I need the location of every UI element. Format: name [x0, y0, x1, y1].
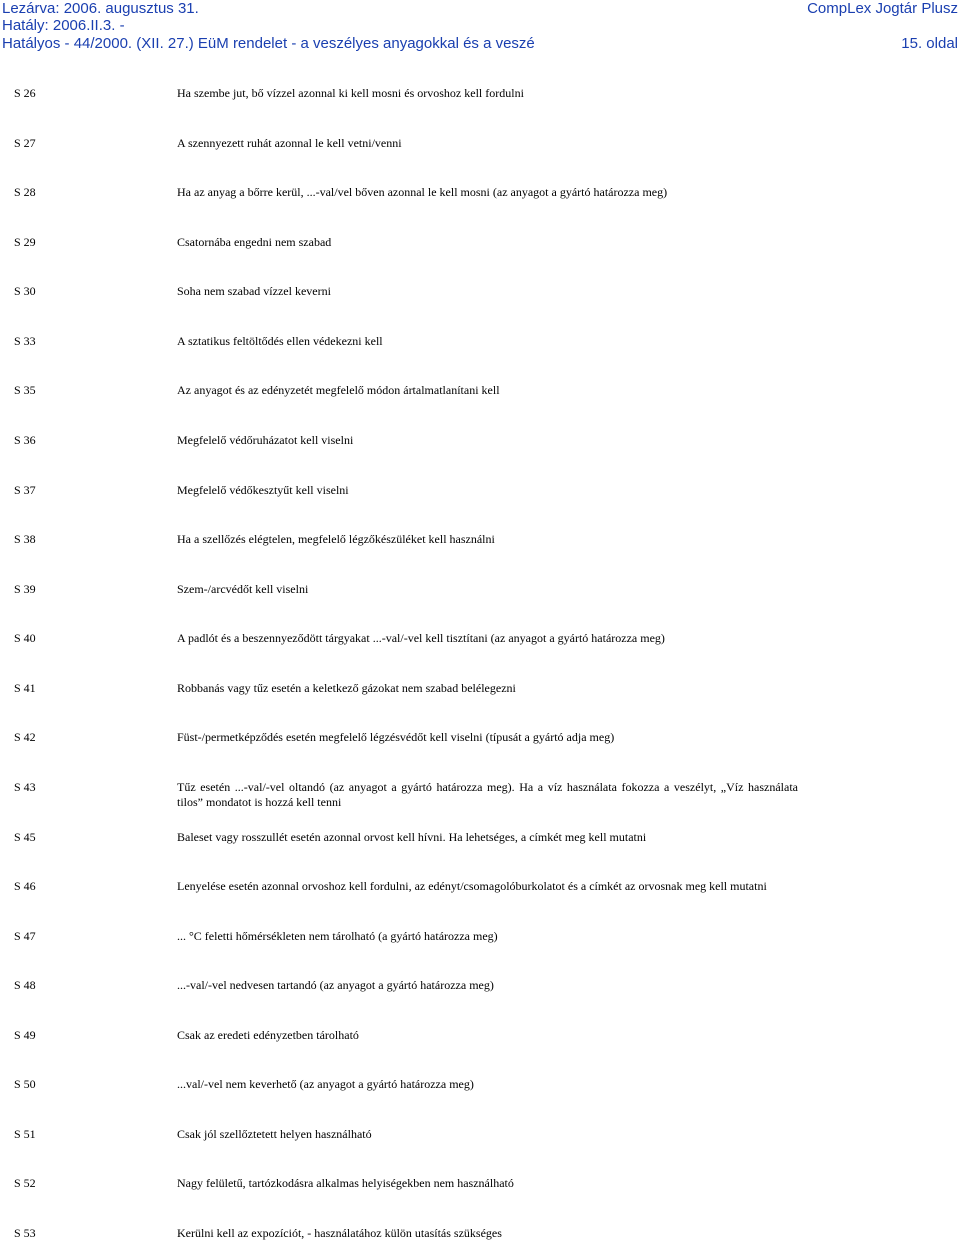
phrase-code: S 52 [14, 1176, 36, 1190]
phrase-text: Baleset vagy rosszullét esetén azonnal orvost kell hívni. Ha lehetséges, a címkét meg kell mutatni [177, 830, 647, 844]
phrase-text: Ha az anyag a bőrre kerül, ...-val/vel bőven azonnal le kell mosni (az anyagot a gyártó határozza meg) [177, 185, 668, 199]
phrase-text: Csak az eredeti edényzetben tárolható [177, 1028, 359, 1042]
phrase-code: S 36 [14, 433, 36, 447]
phrase-code: S 48 [14, 978, 36, 992]
phrase-code: S 47 [14, 929, 36, 943]
phrase-code: S 42 [14, 730, 36, 744]
phrase-code: S 40 [14, 631, 36, 645]
phrase-code: S 49 [14, 1028, 36, 1042]
phrase-text: Csak jól szellőztetett helyen használható [177, 1127, 372, 1141]
phrase-code: S 26 [14, 86, 36, 100]
phrase-code: S 51 [14, 1127, 36, 1141]
phrase-code: S 30 [14, 284, 36, 298]
phrase-text: Kerülni kell az expozíciót, - használatához külön utasítás szükséges [177, 1226, 502, 1240]
phrase-text: Tűz esetén ...-val/-vel oltandó (az anyagot a gyártó határozza meg). Ha a víz használata fokozza a veszélyt, „Víz használata tilos” mondatot is hozzá kell tenni [177, 780, 798, 809]
phrase-text: Csatornába engedni nem szabad [177, 235, 332, 249]
phrase-code: S 41 [14, 681, 36, 695]
phrase-text: Ha szembe jut, bő vízzel azonnal ki kell mosni és orvoshoz kell fordulni [177, 86, 524, 100]
phrase-text: ... °C feletti hőmérsékleten nem tárolható (a gyártó határozza meg) [177, 929, 498, 943]
phrase-code: S 50 [14, 1077, 36, 1091]
phrase-text: Ha a szellőzés elégtelen, megfelelő légzőkészüléket kell használni [177, 532, 495, 546]
act-title: Hatályos - 44/2000. (XII. 27.) EüM rendelet - a veszélyes anyagokkal és a veszé [2, 35, 535, 52]
phrase-code: S 37 [14, 483, 36, 497]
phrase-text: Az anyagot és az edényzetét megfelelő módon ártalmatlanítani kell [177, 383, 500, 397]
phrase-code: S 53 [14, 1226, 36, 1240]
phrase-code: S 39 [14, 582, 36, 596]
phrase-text: ...val/-vel nem keverhető (az anyagot a gyártó határozza meg) [177, 1077, 474, 1091]
phrase-text: Megfelelő védőkesztyűt kell viselni [177, 483, 349, 497]
phrase-code: S 38 [14, 532, 36, 546]
phrase-text: Lenyelése esetén azonnal orvoshoz kell fordulni, az edényt/csomagolóburkolatot és a címkét az orvosnak meg kell mutatni [177, 879, 767, 893]
phrase-code: S 33 [14, 334, 36, 348]
phrase-code: S 28 [14, 185, 36, 199]
phrase-text: Robbanás vagy tűz esetén a keletkező gázokat nem szabad belélegezni [177, 681, 516, 695]
brand-name: CompLex Jogtár Plusz [807, 0, 958, 17]
phrase-text: Szem-/arcvédőt kell viselni [177, 582, 309, 596]
phrase-text: A szennyezett ruhát azonnal le kell vetni/venni [177, 136, 402, 150]
phrase-text: Soha nem szabad vízzel keverni [177, 284, 331, 298]
page-number: 15. oldal [901, 35, 958, 52]
closed-date: Lezárva: 2006. augusztus 31. [2, 0, 199, 17]
phrase-code: S 43 [14, 780, 36, 794]
phrase-text: A sztatikus feltöltődés ellen védekezni kell [177, 334, 383, 348]
effective-date: Hatály: 2006.II.3. - [2, 17, 125, 34]
phrase-code: S 46 [14, 879, 36, 893]
phrase-text: Füst-/permetképződés esetén megfelelő légzésvédőt kell viselni (típusát a gyártó adja meg) [177, 730, 615, 744]
phrase-text: A padlót és a beszennyeződött tárgyakat ...-val/-vel kell tisztítani (az anyagot a gyártó határozza meg) [177, 631, 665, 645]
phrase-text: Megfelelő védőruházatot kell viselni [177, 433, 354, 447]
phrase-code: S 27 [14, 136, 36, 150]
phrase-code: S 45 [14, 830, 36, 844]
phrase-code: S 35 [14, 383, 36, 397]
phrase-text: Nagy felületű, tartózkodásra alkalmas helyiségekben nem használható [177, 1176, 514, 1190]
phrase-code: S 29 [14, 235, 36, 249]
phrase-text: ...-val/-vel nedvesen tartandó (az anyagot a gyártó határozza meg) [177, 978, 494, 992]
